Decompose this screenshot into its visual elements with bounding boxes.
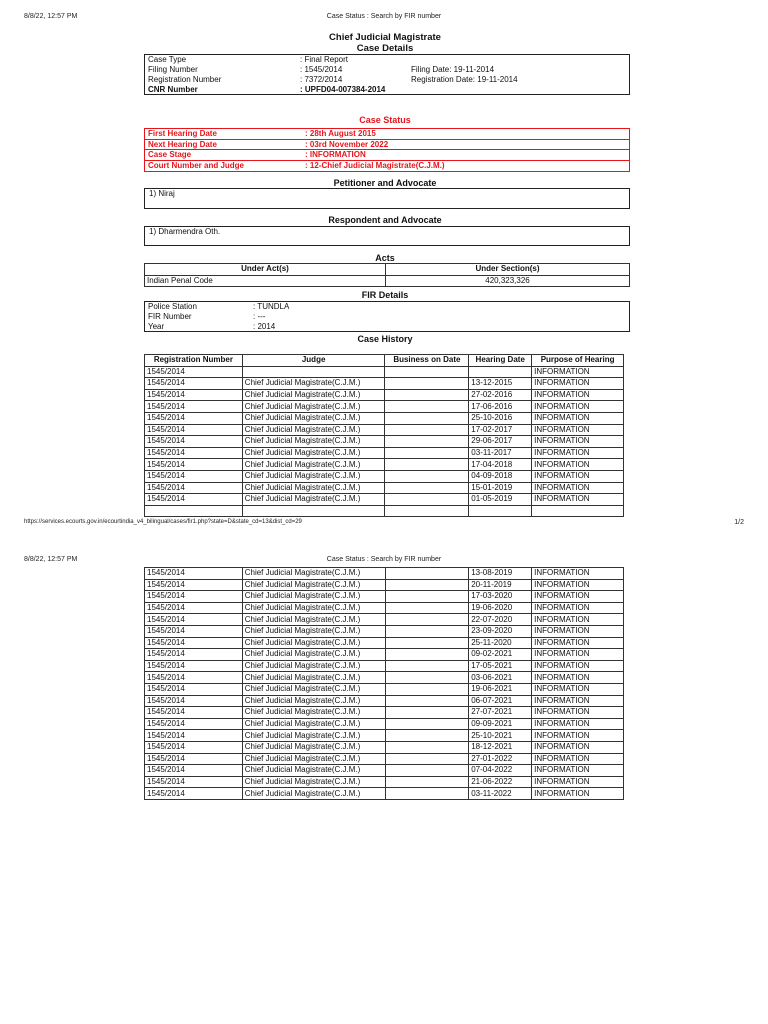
cell-purpose: INFORMATION bbox=[532, 436, 624, 448]
fir-number-label: FIR Number bbox=[148, 312, 192, 321]
police-station-value: : TUNDLA bbox=[253, 302, 290, 311]
cell-hearing-date: 13-08-2019 bbox=[469, 568, 532, 580]
cell-judge: Chief Judicial Magistrate(C.J.M.) bbox=[242, 695, 385, 707]
cell-hearing-date: 01-05-2019 bbox=[469, 494, 532, 506]
next-hearing-value: : 03rd November 2022 bbox=[305, 139, 389, 149]
cell-judge: Chief Judicial Magistrate(C.J.M.) bbox=[242, 401, 385, 413]
table-row bbox=[145, 788, 624, 800]
fir-number-value: : --- bbox=[253, 312, 266, 321]
case-stage-value: : INFORMATION bbox=[305, 150, 366, 159]
cell-business-on-date bbox=[385, 741, 469, 753]
cell-hearing-date: 07-04-2022 bbox=[469, 765, 532, 777]
cell-purpose: INFORMATION bbox=[532, 776, 624, 788]
cell-registration-number: 1545/2014 bbox=[145, 459, 243, 471]
cell-purpose: INFORMATION bbox=[532, 412, 624, 424]
case-type-label: Case Type bbox=[148, 55, 187, 64]
cell-purpose: INFORMATION bbox=[532, 568, 624, 580]
cell-purpose: INFORMATION bbox=[532, 424, 624, 436]
table-row bbox=[145, 447, 624, 459]
cell-registration-number: 1545/2014 bbox=[145, 614, 243, 626]
table-row bbox=[145, 579, 624, 591]
table-row bbox=[145, 378, 624, 390]
year-value: : 2014 bbox=[253, 322, 276, 331]
cell-registration-number bbox=[145, 505, 243, 517]
cell-judge: Chief Judicial Magistrate(C.J.M.) bbox=[242, 614, 385, 626]
cell-business-on-date bbox=[385, 788, 469, 800]
cell-hearing-date: 25-10-2016 bbox=[469, 412, 532, 424]
cnr-label: CNR Number bbox=[148, 85, 198, 94]
cell-business-on-date bbox=[385, 765, 469, 777]
cell-hearing-date: 17-03-2020 bbox=[469, 591, 532, 603]
first-hearing-label: First Hearing Date bbox=[148, 129, 217, 138]
cell-hearing-date: 17-02-2017 bbox=[469, 424, 532, 436]
cell-judge: Chief Judicial Magistrate(C.J.M.) bbox=[242, 753, 385, 765]
table-row bbox=[145, 505, 624, 517]
cell-judge: Chief Judicial Magistrate(C.J.M.) bbox=[242, 591, 385, 603]
cell-hearing-date: 23-09-2020 bbox=[469, 625, 532, 637]
cell-registration-number: 1545/2014 bbox=[145, 741, 243, 753]
cell-judge: Chief Judicial Magistrate(C.J.M.) bbox=[242, 765, 385, 777]
table-row bbox=[145, 459, 624, 471]
print-datetime: 8/8/22, 12:57 PM bbox=[24, 13, 78, 20]
cell-business-on-date bbox=[385, 447, 469, 459]
cell-hearing-date: 27-02-2016 bbox=[469, 389, 532, 401]
case-status-box bbox=[144, 128, 630, 172]
cell-registration-number: 1545/2014 bbox=[145, 730, 243, 742]
cell-purpose: INFORMATION bbox=[532, 741, 624, 753]
cell-registration-number: 1545/2014 bbox=[145, 649, 243, 661]
cell-hearing-date bbox=[469, 366, 532, 378]
cell-judge: Chief Judicial Magistrate(C.J.M.) bbox=[242, 672, 385, 684]
registration-number-label: Registration Number bbox=[148, 75, 222, 84]
table-row bbox=[145, 436, 624, 448]
cell-purpose: INFORMATION bbox=[532, 672, 624, 684]
year-row bbox=[145, 322, 629, 332]
registration-number-row bbox=[145, 75, 629, 85]
under-acts-header: Under Act(s) bbox=[145, 264, 386, 276]
cell-purpose: INFORMATION bbox=[532, 683, 624, 695]
cell-registration-number: 1545/2014 bbox=[145, 494, 243, 506]
table-row bbox=[145, 625, 624, 637]
cell-registration-number: 1545/2014 bbox=[145, 683, 243, 695]
table-row bbox=[145, 401, 624, 413]
cell-business-on-date bbox=[385, 695, 469, 707]
respondent-text: 1) Dharmendra Oth. bbox=[149, 227, 221, 236]
cell-business-on-date bbox=[385, 378, 469, 390]
cell-business-on-date bbox=[385, 482, 469, 494]
case-history-body-page2 bbox=[145, 568, 624, 800]
cell-purpose: INFORMATION bbox=[532, 482, 624, 494]
cell-judge bbox=[242, 366, 385, 378]
court-title: Chief Judicial Magistrate bbox=[329, 32, 441, 43]
cell-registration-number: 1545/2014 bbox=[145, 447, 243, 459]
cell-purpose: INFORMATION bbox=[532, 494, 624, 506]
table-row bbox=[145, 718, 624, 730]
cell-purpose: INFORMATION bbox=[532, 695, 624, 707]
cell-hearing-date: 19-06-2020 bbox=[469, 602, 532, 614]
cell-purpose: INFORMATION bbox=[532, 637, 624, 649]
cell-business-on-date bbox=[385, 614, 469, 626]
cell-business-on-date bbox=[385, 505, 469, 517]
table-row bbox=[145, 494, 624, 506]
cell-business-on-date bbox=[385, 568, 469, 580]
cell-business-on-date bbox=[385, 707, 469, 719]
acts-heading: Acts bbox=[375, 253, 395, 263]
print-page-number: 1/2 bbox=[734, 519, 744, 526]
table-row bbox=[145, 683, 624, 695]
cell-judge: Chief Judicial Magistrate(C.J.M.) bbox=[242, 436, 385, 448]
cell-business-on-date bbox=[385, 494, 469, 506]
cell-judge: Chief Judicial Magistrate(C.J.M.) bbox=[242, 602, 385, 614]
under-sections-header: Under Section(s) bbox=[386, 264, 630, 276]
acts-header-row bbox=[145, 264, 630, 276]
cell-business-on-date bbox=[385, 649, 469, 661]
cell-business-on-date bbox=[385, 401, 469, 413]
cell-registration-number: 1545/2014 bbox=[145, 424, 243, 436]
table-row bbox=[145, 730, 624, 742]
table-row bbox=[145, 765, 624, 777]
cell-hearing-date: 22-07-2020 bbox=[469, 614, 532, 626]
fir-details-heading: FIR Details bbox=[361, 290, 409, 300]
cell-purpose: INFORMATION bbox=[532, 660, 624, 672]
cell-purpose: INFORMATION bbox=[532, 366, 624, 378]
cell-hearing-date: 17-05-2021 bbox=[469, 660, 532, 672]
cell-judge: Chief Judicial Magistrate(C.J.M.) bbox=[242, 718, 385, 730]
cell-business-on-date bbox=[385, 730, 469, 742]
first-hearing-row bbox=[145, 129, 629, 140]
case-stage-label: Case Stage bbox=[148, 150, 192, 159]
petitioner-box bbox=[144, 188, 630, 209]
print-page-title: Case Status : Search by FIR number bbox=[326, 13, 442, 20]
registration-date: Registration Date: 19-11-2014 bbox=[411, 75, 518, 84]
cell-registration-number: 1545/2014 bbox=[145, 660, 243, 672]
cell-business-on-date bbox=[385, 602, 469, 614]
cell-purpose: INFORMATION bbox=[532, 753, 624, 765]
cell-purpose: INFORMATION bbox=[532, 470, 624, 482]
fir-details-box bbox=[144, 301, 630, 332]
cell-hearing-date: 25-10-2021 bbox=[469, 730, 532, 742]
cell-hearing-date: 03-11-2022 bbox=[469, 788, 532, 800]
respondent-box bbox=[144, 226, 630, 246]
cell-business-on-date bbox=[385, 718, 469, 730]
cell-purpose: INFORMATION bbox=[532, 447, 624, 459]
cell-judge: Chief Judicial Magistrate(C.J.M.) bbox=[242, 649, 385, 661]
cell-judge: Chief Judicial Magistrate(C.J.M.) bbox=[242, 424, 385, 436]
table-row bbox=[145, 637, 624, 649]
cell-business-on-date bbox=[385, 625, 469, 637]
cell-judge: Chief Judicial Magistrate(C.J.M.) bbox=[242, 741, 385, 753]
cell-hearing-date: 09-09-2021 bbox=[469, 718, 532, 730]
cell-hearing-date: 27-07-2021 bbox=[469, 707, 532, 719]
cell-business-on-date bbox=[385, 424, 469, 436]
col-purpose: Purpose of Hearing bbox=[532, 355, 624, 367]
cell-hearing-date: 15-01-2019 bbox=[469, 482, 532, 494]
cell-registration-number: 1545/2014 bbox=[145, 707, 243, 719]
court-judge-row bbox=[145, 161, 629, 172]
cell-hearing-date: 27-01-2022 bbox=[469, 753, 532, 765]
print-page-title-page2: Case Status : Search by FIR number bbox=[326, 556, 442, 563]
cell-business-on-date bbox=[385, 591, 469, 603]
case-details-heading: Case Details bbox=[356, 43, 414, 54]
cell-registration-number: 1545/2014 bbox=[145, 389, 243, 401]
table-row bbox=[145, 660, 624, 672]
cell-judge: Chief Judicial Magistrate(C.J.M.) bbox=[242, 389, 385, 401]
cell-registration-number: 1545/2014 bbox=[145, 753, 243, 765]
cell-purpose: INFORMATION bbox=[532, 614, 624, 626]
case-details-box bbox=[144, 54, 630, 95]
case-history-table-page1 bbox=[144, 354, 624, 517]
cell-hearing-date: 21-06-2022 bbox=[469, 776, 532, 788]
cell-hearing-date bbox=[469, 505, 532, 517]
print-datetime-page2: 8/8/22, 12:57 PM bbox=[24, 556, 78, 563]
acts-table bbox=[144, 263, 630, 287]
cell-judge: Chief Judicial Magistrate(C.J.M.) bbox=[242, 625, 385, 637]
cell-purpose: INFORMATION bbox=[532, 707, 624, 719]
case-history-body-page1 bbox=[145, 366, 624, 517]
cell-judge: Chief Judicial Magistrate(C.J.M.) bbox=[242, 707, 385, 719]
table-row bbox=[145, 424, 624, 436]
cell-purpose: INFORMATION bbox=[532, 649, 624, 661]
cell-purpose: INFORMATION bbox=[532, 389, 624, 401]
cell-judge: Chief Judicial Magistrate(C.J.M.) bbox=[242, 494, 385, 506]
cell-hearing-date: 09-02-2021 bbox=[469, 649, 532, 661]
cell-judge: Chief Judicial Magistrate(C.J.M.) bbox=[242, 730, 385, 742]
act-sections: 420,323,326 bbox=[386, 275, 630, 287]
cell-hearing-date: 19-06-2021 bbox=[469, 683, 532, 695]
table-row bbox=[145, 470, 624, 482]
cell-hearing-date: 03-06-2021 bbox=[469, 672, 532, 684]
cell-hearing-date: 29-06-2017 bbox=[469, 436, 532, 448]
cell-purpose: INFORMATION bbox=[532, 459, 624, 471]
case-history-header-row bbox=[145, 355, 624, 367]
col-hearing-date: Hearing Date bbox=[469, 355, 532, 367]
next-hearing-row bbox=[145, 140, 629, 151]
next-hearing-label: Next Hearing Date bbox=[148, 139, 217, 149]
cell-judge: Chief Judicial Magistrate(C.J.M.) bbox=[242, 660, 385, 672]
cell-business-on-date bbox=[385, 672, 469, 684]
cell-purpose: INFORMATION bbox=[532, 765, 624, 777]
filing-date: Filing Date: 19-11-2014 bbox=[411, 65, 495, 74]
cell-purpose: INFORMATION bbox=[532, 401, 624, 413]
cell-registration-number: 1545/2014 bbox=[145, 366, 243, 378]
cell-registration-number: 1545/2014 bbox=[145, 591, 243, 603]
cell-purpose: INFORMATION bbox=[532, 602, 624, 614]
cell-business-on-date bbox=[385, 436, 469, 448]
cell-business-on-date bbox=[385, 412, 469, 424]
cell-hearing-date: 25-11-2020 bbox=[469, 637, 532, 649]
cell-purpose: INFORMATION bbox=[532, 591, 624, 603]
cell-registration-number: 1545/2014 bbox=[145, 579, 243, 591]
cell-registration-number: 1545/2014 bbox=[145, 378, 243, 390]
table-row bbox=[145, 776, 624, 788]
cell-judge: Chief Judicial Magistrate(C.J.M.) bbox=[242, 482, 385, 494]
year-label: Year bbox=[148, 322, 165, 331]
cell-judge: Chief Judicial Magistrate(C.J.M.) bbox=[242, 447, 385, 459]
cell-purpose: INFORMATION bbox=[532, 579, 624, 591]
table-row bbox=[145, 741, 624, 753]
cell-purpose: INFORMATION bbox=[532, 378, 624, 390]
acts-row bbox=[145, 275, 630, 287]
case-type-value: : Final Report bbox=[300, 55, 349, 64]
cell-judge: Chief Judicial Magistrate(C.J.M.) bbox=[242, 776, 385, 788]
table-row bbox=[145, 672, 624, 684]
cell-purpose bbox=[532, 505, 624, 517]
table-row bbox=[145, 412, 624, 424]
cell-judge: Chief Judicial Magistrate(C.J.M.) bbox=[242, 378, 385, 390]
cell-judge: Chief Judicial Magistrate(C.J.M.) bbox=[242, 459, 385, 471]
table-row bbox=[145, 482, 624, 494]
cell-registration-number: 1545/2014 bbox=[145, 412, 243, 424]
table-row bbox=[145, 602, 624, 614]
fir-number-row bbox=[145, 312, 629, 322]
cell-business-on-date bbox=[385, 459, 469, 471]
cell-judge: Chief Judicial Magistrate(C.J.M.) bbox=[242, 683, 385, 695]
cell-hearing-date: 03-11-2017 bbox=[469, 447, 532, 459]
filing-number-row bbox=[145, 65, 629, 75]
cell-hearing-date: 13-12-2015 bbox=[469, 378, 532, 390]
table-row bbox=[145, 707, 624, 719]
cell-business-on-date bbox=[385, 776, 469, 788]
cell-hearing-date: 20-11-2019 bbox=[469, 579, 532, 591]
petitioner-heading: Petitioner and Advocate bbox=[333, 178, 437, 188]
act-name: Indian Penal Code bbox=[145, 275, 386, 287]
cell-judge: Chief Judicial Magistrate(C.J.M.) bbox=[242, 788, 385, 800]
police-station-label: Police Station bbox=[148, 302, 197, 311]
cell-purpose: INFORMATION bbox=[532, 730, 624, 742]
cell-business-on-date bbox=[385, 366, 469, 378]
registration-number-value: : 7372/2014 bbox=[300, 75, 343, 84]
cnr-row bbox=[145, 85, 629, 95]
cell-purpose: INFORMATION bbox=[532, 718, 624, 730]
court-judge-label: Court Number and Judge bbox=[148, 160, 245, 170]
first-hearing-value: : 28th August 2015 bbox=[305, 129, 376, 138]
cell-judge: Chief Judicial Magistrate(C.J.M.) bbox=[242, 412, 385, 424]
court-judge-value: : 12-Chief Judicial Magistrate(C.J.M.) bbox=[305, 160, 445, 170]
cell-business-on-date bbox=[385, 470, 469, 482]
case-history-table-page2 bbox=[144, 567, 624, 800]
case-status-heading: Case Status bbox=[359, 115, 411, 125]
cell-judge: Chief Judicial Magistrate(C.J.M.) bbox=[242, 637, 385, 649]
table-row bbox=[145, 591, 624, 603]
cell-judge: Chief Judicial Magistrate(C.J.M.) bbox=[242, 579, 385, 591]
filing-number-value: : 1545/2014 bbox=[300, 65, 343, 74]
col-registration-number: Registration Number bbox=[145, 355, 243, 367]
cell-registration-number: 1545/2014 bbox=[145, 625, 243, 637]
cell-hearing-date: 17-04-2018 bbox=[469, 459, 532, 471]
cell-business-on-date bbox=[385, 683, 469, 695]
col-business-on-date: Business on Date bbox=[385, 355, 469, 367]
cell-judge: Chief Judicial Magistrate(C.J.M.) bbox=[242, 568, 385, 580]
cnr-value: : UPFD04-007384-2014 bbox=[300, 85, 386, 94]
cell-registration-number: 1545/2014 bbox=[145, 401, 243, 413]
respondent-heading: Respondent and Advocate bbox=[328, 215, 442, 225]
table-row bbox=[145, 366, 624, 378]
cell-registration-number: 1545/2014 bbox=[145, 672, 243, 684]
cell-registration-number: 1545/2014 bbox=[145, 765, 243, 777]
cell-judge bbox=[242, 505, 385, 517]
cell-registration-number: 1545/2014 bbox=[145, 482, 243, 494]
cell-registration-number: 1545/2014 bbox=[145, 470, 243, 482]
cell-registration-number: 1545/2014 bbox=[145, 568, 243, 580]
table-row bbox=[145, 568, 624, 580]
petitioner-text: 1) Niraj bbox=[149, 189, 175, 198]
cell-hearing-date: 06-07-2021 bbox=[469, 695, 532, 707]
cell-purpose: INFORMATION bbox=[532, 788, 624, 800]
cell-business-on-date bbox=[385, 389, 469, 401]
case-stage-row bbox=[145, 150, 629, 161]
cell-judge: Chief Judicial Magistrate(C.J.M.) bbox=[242, 470, 385, 482]
table-row bbox=[145, 753, 624, 765]
cell-business-on-date bbox=[385, 660, 469, 672]
filing-number-label: Filing Number bbox=[148, 65, 198, 74]
cell-hearing-date: 17-06-2016 bbox=[469, 401, 532, 413]
cell-registration-number: 1545/2014 bbox=[145, 637, 243, 649]
cell-registration-number: 1545/2014 bbox=[145, 695, 243, 707]
cell-hearing-date: 04-09-2018 bbox=[469, 470, 532, 482]
table-row bbox=[145, 389, 624, 401]
case-type-row bbox=[145, 55, 629, 65]
cell-business-on-date bbox=[385, 579, 469, 591]
cell-registration-number: 1545/2014 bbox=[145, 436, 243, 448]
police-station-row bbox=[145, 302, 629, 312]
cell-purpose: INFORMATION bbox=[532, 625, 624, 637]
cell-registration-number: 1545/2014 bbox=[145, 788, 243, 800]
table-row bbox=[145, 614, 624, 626]
table-row bbox=[145, 695, 624, 707]
cell-registration-number: 1545/2014 bbox=[145, 718, 243, 730]
case-history-heading: Case History bbox=[357, 334, 413, 344]
table-row bbox=[145, 649, 624, 661]
cell-hearing-date: 18-12-2021 bbox=[469, 741, 532, 753]
cell-registration-number: 1545/2014 bbox=[145, 776, 243, 788]
cell-registration-number: 1545/2014 bbox=[145, 602, 243, 614]
cell-business-on-date bbox=[385, 637, 469, 649]
print-url: https://services.ecourts.gov.in/ecourtindia_v4_bilingual/cases/fir1.php?state=D&state_cd=13&dist_cd=29 bbox=[24, 519, 302, 525]
cell-business-on-date bbox=[385, 753, 469, 765]
page-break bbox=[0, 536, 768, 550]
col-judge: Judge bbox=[242, 355, 385, 367]
